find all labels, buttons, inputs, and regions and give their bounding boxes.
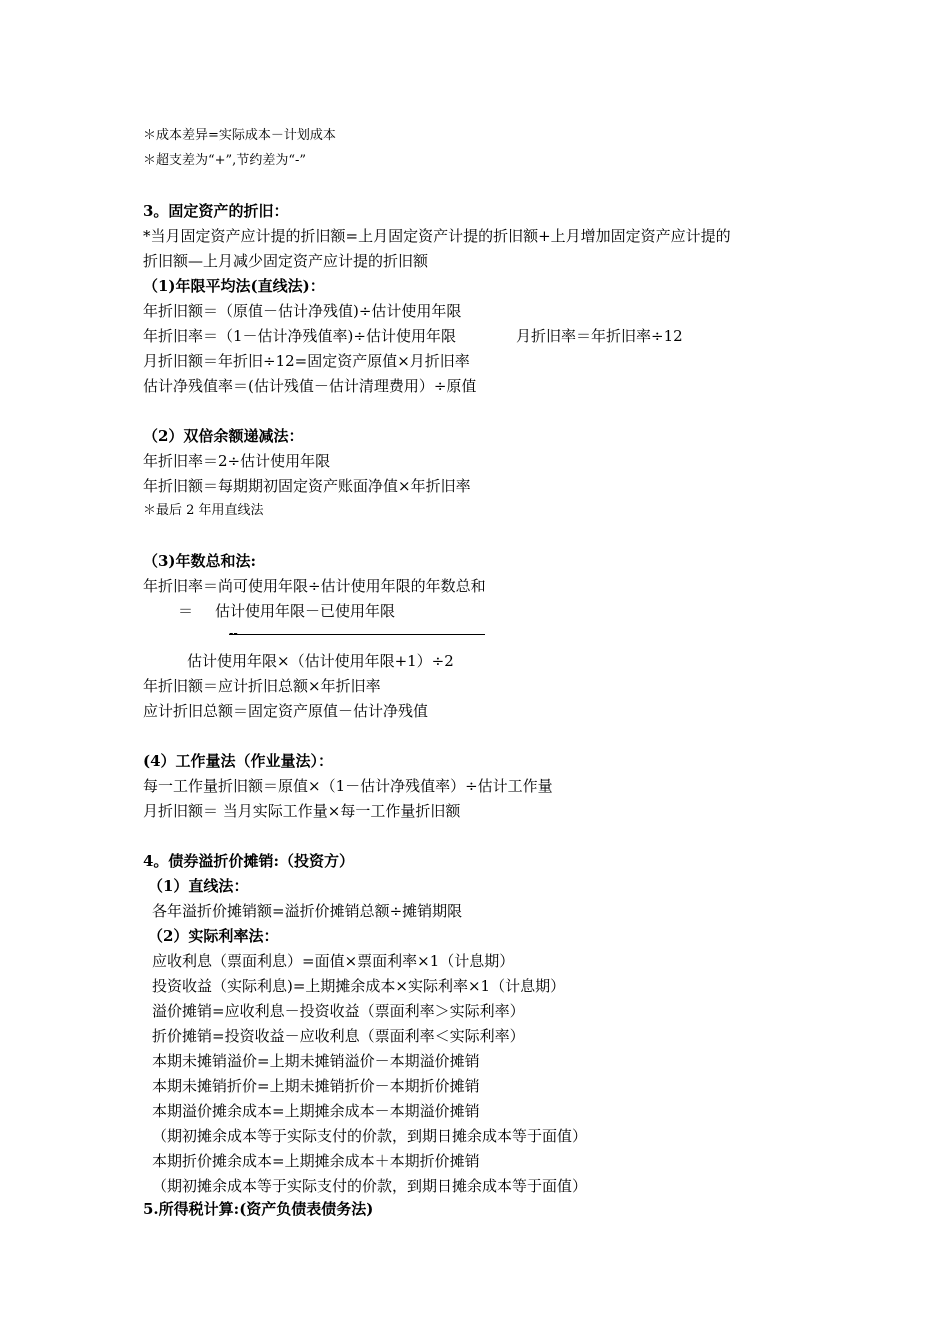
double-declining-note: ＊最后 2 年用直线法 <box>143 503 264 518</box>
effective-interest-line: 应收利息（票面利息）=面值×票面利率×1（计息期） <box>152 952 515 970</box>
heading-double-declining: （2）双倍余额递减法： <box>143 427 304 445</box>
heading-sum-of-years: （3)年数总和法: <box>143 552 257 570</box>
effective-interest-line: 本期溢价摊余成本=上期摊余成本－本期溢价摊销 <box>152 1102 480 1120</box>
sum-of-years-formula-1: 年折旧率＝尚可使用年限÷估计使用年限的年数总和 <box>143 577 486 595</box>
double-declining-formula-2: 年折旧额＝每期期初固定资产账面净值×年折旧率 <box>143 477 471 495</box>
effective-interest-line: （期初摊余成本等于实际支付的价款，到期日摊余成本等于面值） <box>152 1177 588 1195</box>
fraction-dash: -- <box>229 626 238 641</box>
straight-line-formula-2: 年折旧率＝（1－估计净残值率)÷估计使用年限 <box>143 327 456 345</box>
straight-line-formula-4: 估计净残值率＝(估计残值－估计清理费用）÷原值 <box>143 377 477 395</box>
effective-interest-line: 本期未摊销溢价=上期未摊销溢价－本期溢价摊销 <box>152 1052 480 1070</box>
straight-line-formula-1: 年折旧额＝（原值－估计净残值)÷估计使用年限 <box>143 302 462 320</box>
fraction-denominator: 估计使用年限×（估计使用年限+1）÷2 <box>187 652 454 670</box>
heading-depreciation: 3。固定资产的折旧： <box>143 202 289 220</box>
effective-interest-line: 投资收益（实际利息)=上期摊余成本×实际利率×1（计息期） <box>152 977 566 995</box>
effective-interest-line: （期初摊余成本等于实际支付的价款，到期日摊余成本等于面值） <box>152 1127 588 1145</box>
effective-interest-line: 本期未摊销折价=上期未摊销折价－本期折价摊销 <box>152 1077 480 1095</box>
fraction-numerator: 估计使用年限－已使用年限 <box>215 602 396 620</box>
heading-bond-amortization: 4。债券溢折价摊销:（投资方） <box>143 852 354 870</box>
effective-interest-line: 本期折价摊余成本=上期摊余成本＋本期折价摊销 <box>152 1152 480 1170</box>
double-declining-formula-1: 年折旧率＝2÷估计使用年限 <box>143 452 331 470</box>
note-cost-difference: ＊成本差异=实际成本－计划成本 <box>143 128 336 143</box>
heading-bond-straight-line: （1）直线法： <box>148 877 249 895</box>
sum-of-years-formula-3: 应计折旧总额＝固定资产原值－估计净残值 <box>143 702 429 720</box>
straight-line-formula-3: 月折旧额＝年折旧÷12=固定资产原值×月折旧率 <box>143 352 470 370</box>
fraction-equals-sign: ＝ <box>178 602 194 620</box>
depreciation-intro-line-2: 折旧额—上月减少固定资产应计提的折旧额 <box>143 252 429 270</box>
heading-effective-interest: （2）实际利率法： <box>148 927 279 945</box>
bond-straight-line-formula: 各年溢折价摊销额=溢折价摊销总额÷摊销期限 <box>152 902 463 920</box>
depreciation-intro-line-1: *当月固定资产应计提的折旧额=上月固定资产计提的折旧额+上月增加固定资产应计提的 <box>143 227 731 245</box>
heading-straight-line: （1)年限平均法(直线法)： <box>143 277 325 295</box>
sum-of-years-formula-2: 年折旧额＝应计折旧总额×年折旧率 <box>143 677 381 695</box>
effective-interest-line: 折价摊销=投资收益－应收利息（票面利率＜实际利率） <box>152 1027 525 1045</box>
effective-interest-line: 溢价摊销=应收利息－投资收益（票面利率＞实际利率） <box>152 1002 525 1020</box>
units-of-production-formula-1: 每一工作量折旧额＝原值×（1－估计净残值率）÷估计工作量 <box>143 777 553 795</box>
heading-units-of-production: (4）工作量法（作业量法）： <box>143 752 334 770</box>
note-over-save: ＊超支差为“+”,节约差为“-” <box>143 153 307 168</box>
fraction-bar <box>229 634 485 635</box>
units-of-production-formula-2: 月折旧额＝ 当月实际工作量×每一工作量折旧额 <box>143 802 461 820</box>
straight-line-formula-2b: 月折旧率＝年折旧率÷12 <box>516 327 683 345</box>
heading-income-tax: 5.所得税计算:(资产负债表债务法) <box>143 1200 374 1218</box>
